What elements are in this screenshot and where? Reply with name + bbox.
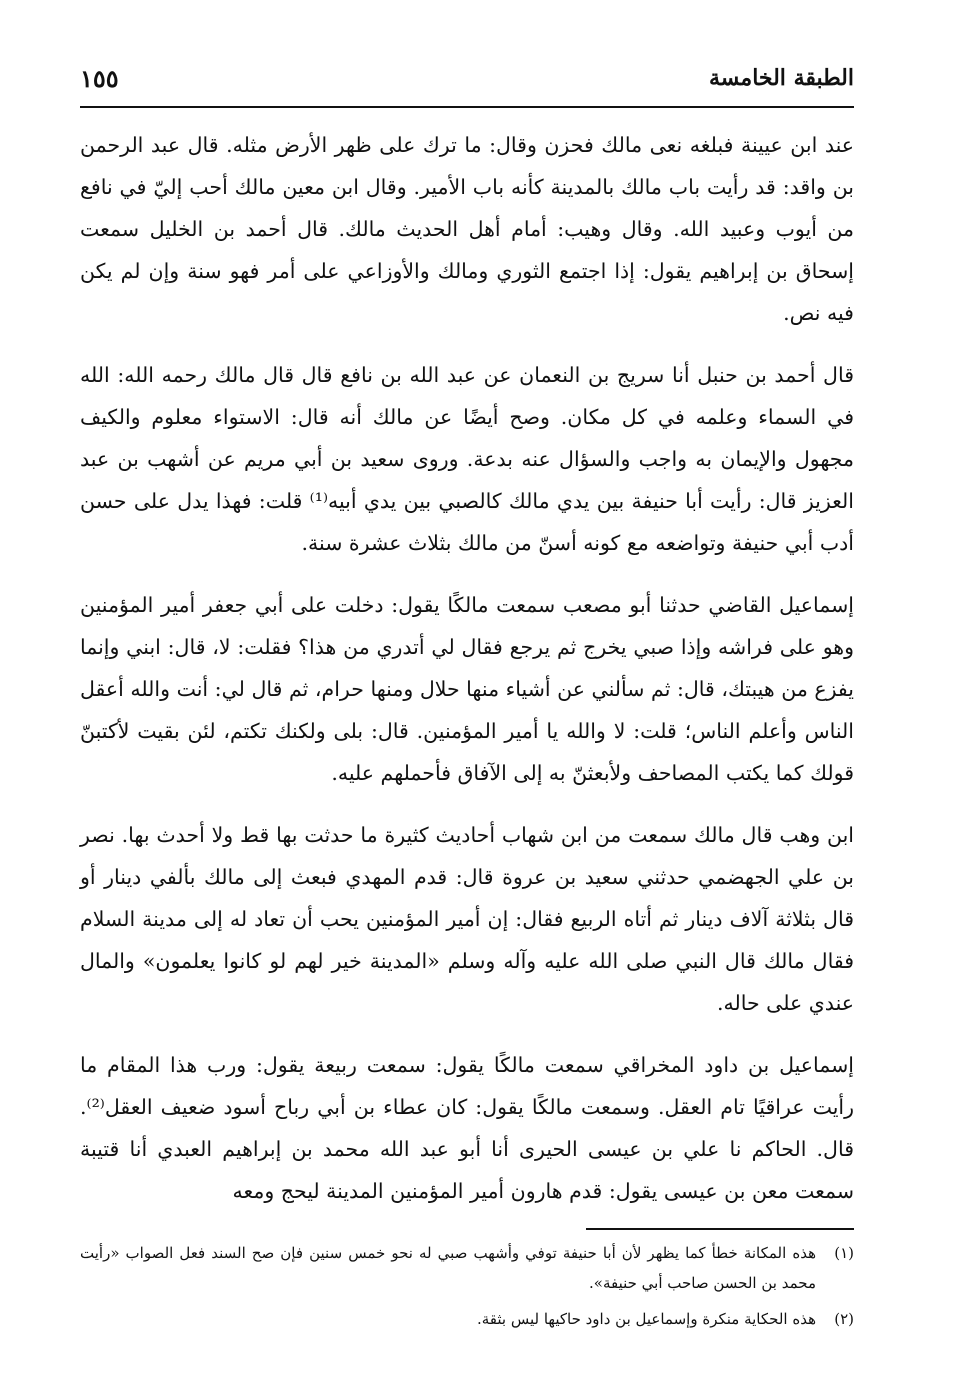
paragraph-5: إسماعيل بن داود المخراقي سمعت مالكًا يقول: سمعت ربيعة يقول: ورب هذا المقام ما رأيت عراقيًا تام العقل. وسمعت مالكًا يقول: كان عطاء بن أبي رباح أسود ضعيف العقل⁽²⁾. قال. الحاكم نا علي بن عيسى الحيرى أنا أبو عبد الله محمد بن إبراهيم العبدي أنا قتيبة سمعت معن بن عيسى يقول: قدم هارون أمير المؤمنين المدينة ليحج ومعه — [80, 1053, 854, 1203]
running-title: الطبقة الخامسة — [708, 65, 854, 91]
footnote-text: هذه المكانة خطأ كما يظهر لأن أبا حنيفة توفي وأشهب صبي له نحو خمس سنين فإن صح السند فعل الصواب «رأيت محمد بن الحسن صاحب أبي حنيفة». — [80, 1244, 816, 1292]
paragraph-3: إسماعيل القاضي حدثنا أبو مصعب سمعت مالكًا يقول: دخلت على أبي جعفر أمير المؤمنين وهو على فراشه وإذا صبي يخرج ثم يرجع فقال لي أتدري من هذا؟ فقلت: لا، قال: ابني وإنما يفزع من هيبتك، قال: ثم سألني عن أشياء منها حلال ومنها حرام، ثم قال لي: أنت والله أعقل الناس وأعلم الناس؛ قلت: لا والله يا أمير المؤمنين. قال: بلى ولكنك تكتم، لئن بقيت لأكتبنّ قولك كما يكتب المصاحف ولأبعثنّ به إلى الآفاق فأحملهم عليه. — [80, 593, 854, 785]
footnote-rule — [586, 1228, 854, 1230]
footnote-text: هذه الحكاية منكرة وإسماعيل بن داود حاكيها ليس بثقة. — [477, 1310, 816, 1328]
paragraph-4: ابن وهب قال مالك سمعت من ابن شهاب أحاديث كثيرة ما حدثت بها قط ولا أحدث بها. نصر بن علي الجهضمي حدثني سعيد بن عروة قال: قدم المهدي فبعث إلى مالك بألفي دينار أو قال بثلاثة آلاف دينار ثم أتاه الربيع فقال: إن أمير المؤمنين يحب أن تعاد له إلى مدينة السلام فقال مالك قال النبي صلى الله عليه وآله وسلم «المدينة خير لهم لو كانوا يعلمون» والمال عندي على حاله. — [80, 823, 854, 1015]
paragraph-1: عند ابن عيينة فبلغه نعى مالك فحزن وقال: ما ترك على ظهر الأرض مثله. قال عبد الرحمن بن واقد: قد رأيت باب مالك بالمدينة كأنه باب الأمير. وقال ابن معين مالك أحب إليّ في نافع من أيوب وعبيد الله. وقال وهيب: أمام أهل الحديث مالك. قال أحمد بن الخليل سمعت إسحاق بن إبراهيم يقول: إذا اجتمع الثوري ومالك والأوزاعي على أمر فهو سنة وإن لم يكن فيه نص. — [80, 133, 854, 325]
page-number: ١٥٥ — [80, 63, 119, 93]
footnotes — [80, 1238, 854, 1340]
footnote-marker: (٢) — [834, 1310, 854, 1328]
footnote-marker: (١) — [834, 1244, 854, 1262]
footnote-2 — [80, 1304, 854, 1334]
footnote-1 — [80, 1238, 854, 1298]
page-header — [80, 58, 854, 98]
main-text — [80, 124, 854, 1232]
header-rule — [80, 106, 854, 108]
paragraph-2: قال أحمد بن حنبل أنا سريج بن النعمان عن عبد الله بن نافع قال قال مالك رحمه الله: الله في السماء وعلمه في كل مكان. وصح أيضًا عن مالك أنه قال: الاستواء معلوم والكيف مجهول والإيمان به واجب والسؤال عنه بدعة. وروى سعيد بن أبي مريم عن أشهب بن عبد العزيز قال: رأيت أبا حنيفة بين يدي مالك كالصبي بين يدي أبيه⁽¹⁾ قلت: فهذا يدل على حسن أدب أبي حنيفة وتواضعه مع كونه أسنّ من مالك بثلاث عشرة سنة. — [80, 363, 854, 555]
